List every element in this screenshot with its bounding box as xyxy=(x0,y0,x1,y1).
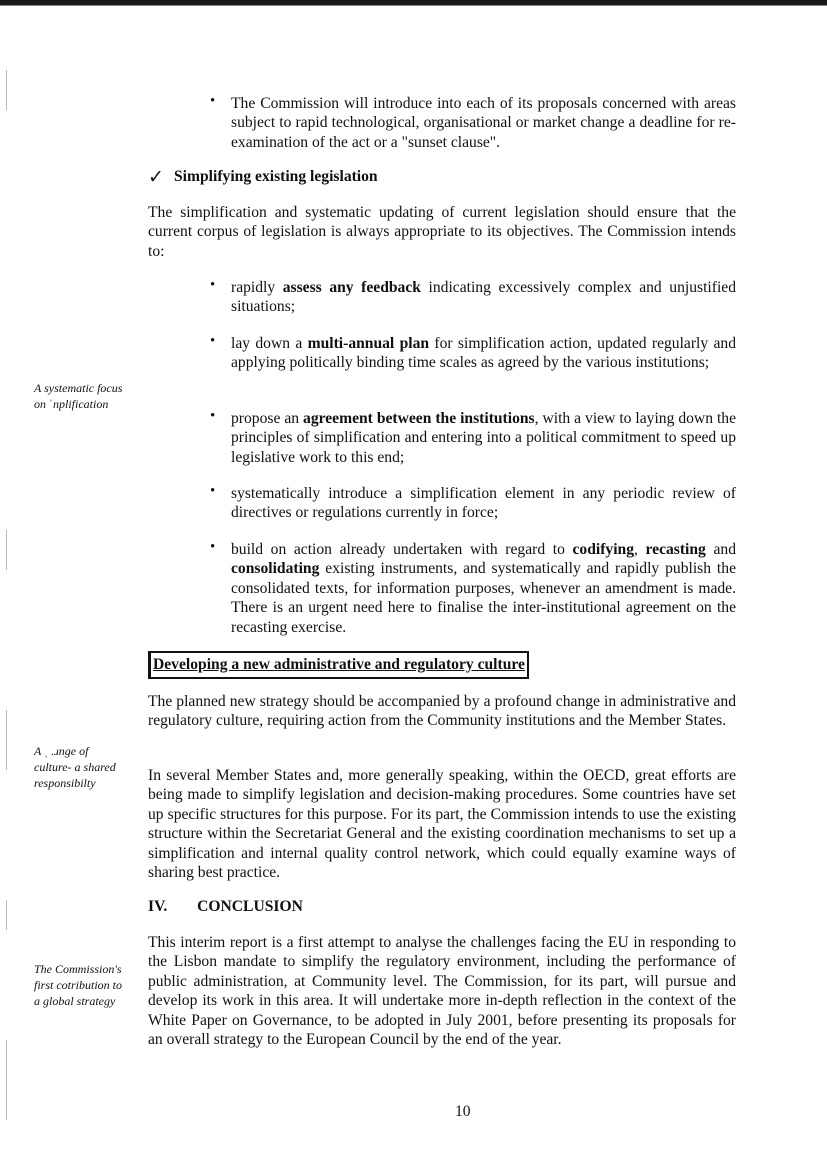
page-number: 10 xyxy=(455,1103,471,1120)
bullet-codifying: build on action already undertaken with regard to codifying, recasting and consolidating existing instruments, and systematically and rapidly publish the consolidated texts, for information purposes, whenever an amendment is made. There is an urgent need here to finalise the inter-institutional agreement on the recasting exercise. xyxy=(231,541,736,636)
bullet-marker: • xyxy=(210,277,216,293)
scan-artifact xyxy=(6,710,7,770)
section-heading-simplifying: Simplifying existing legislation xyxy=(174,168,378,185)
bullet-marker: • xyxy=(210,93,216,109)
conclusion-para: This interim report is a first attempt to analyse the challenges facing the EU in responding to the Lisbon mandate to simplify the regulatory environment, including the performance of public administration, at Community level. The Commission, for its part, will pursue and develop its work in this area. It will undertake more in-depth reflection in the context of the White Paper on Governance, to be adopted in July 2001, before presenting its proposals for an overall strategy to the European Council by the end of the year. xyxy=(148,934,736,1049)
bullet-marker: • xyxy=(210,539,216,555)
scan-artifact xyxy=(6,530,7,570)
section-heading-culture: Developing a new administrative and regulatory culture xyxy=(148,651,529,679)
bullet-feedback: rapidly assess any feedback indicating excessively complex and unjustified situations; xyxy=(231,279,737,316)
margin-note-systematic-focus: A systematic focus on ˈnplification xyxy=(34,381,123,411)
bullet-sunset-clause: The Commission will introduce into each of its proposals concerned with areas subject to rapid technological, organisational or market change a deadline for re-examination of the act or a "sunset clause". xyxy=(231,95,736,151)
top-border-shadow xyxy=(0,5,827,6)
simplify-intro: The simplification and systematic updating of current legislation should ensure that the current corpus of legislation is always appropriate to its objectives. The Commission intends to: xyxy=(148,204,736,260)
bullet-marker: • xyxy=(210,483,216,499)
bullet-periodic-review: systematically introduce a simplification element in any periodic review of directives or regulations currently in force; xyxy=(231,485,736,522)
scan-artifact xyxy=(6,70,7,110)
section-title: CONCLUSION xyxy=(197,898,303,915)
culture-para-2: In several Member States and, more generally speaking, within the OECD, great efforts are being made to simplify legislation and decision-making procedures. Some countries have set up specific structures for this purpose. For its part, the Commission intends to use the existing structure within the Secretariat General and the existing coordination mechanisms to set up a simplification and internal quality control network, which could equally examine ways of sharing best practice. xyxy=(148,767,736,882)
bullet-marker: • xyxy=(210,408,216,424)
bullet-marker: • xyxy=(210,333,216,349)
scan-artifact xyxy=(6,900,7,930)
scan-artifact xyxy=(6,1040,7,1120)
margin-note-first-contribution: The Commission's first cotribution to a global strategy xyxy=(34,962,123,1008)
margin-note-shared-responsibility: A ˌ .ɹnge of culture- a shared responsibilty xyxy=(34,744,116,790)
bullet-agreement: propose an agreement between the institutions, with a view to laying down the principles of simplification and entering into a political commitment to speed up legislative work to this end; xyxy=(231,410,736,466)
culture-para-1: The planned new strategy should be accompanied by a profound change in administrative and regulatory culture, requiring action from the Community institutions and the Member States. xyxy=(148,693,736,730)
checkmark-icon: ✓ xyxy=(148,167,164,188)
bullet-multi-annual-plan: lay down a multi-annual plan for simplification action, updated regularly and applying politically binding time scales as agreed by the various institutions; xyxy=(231,335,736,372)
section-number: IV. xyxy=(148,898,168,915)
section-heading-conclusion xyxy=(148,898,303,916)
